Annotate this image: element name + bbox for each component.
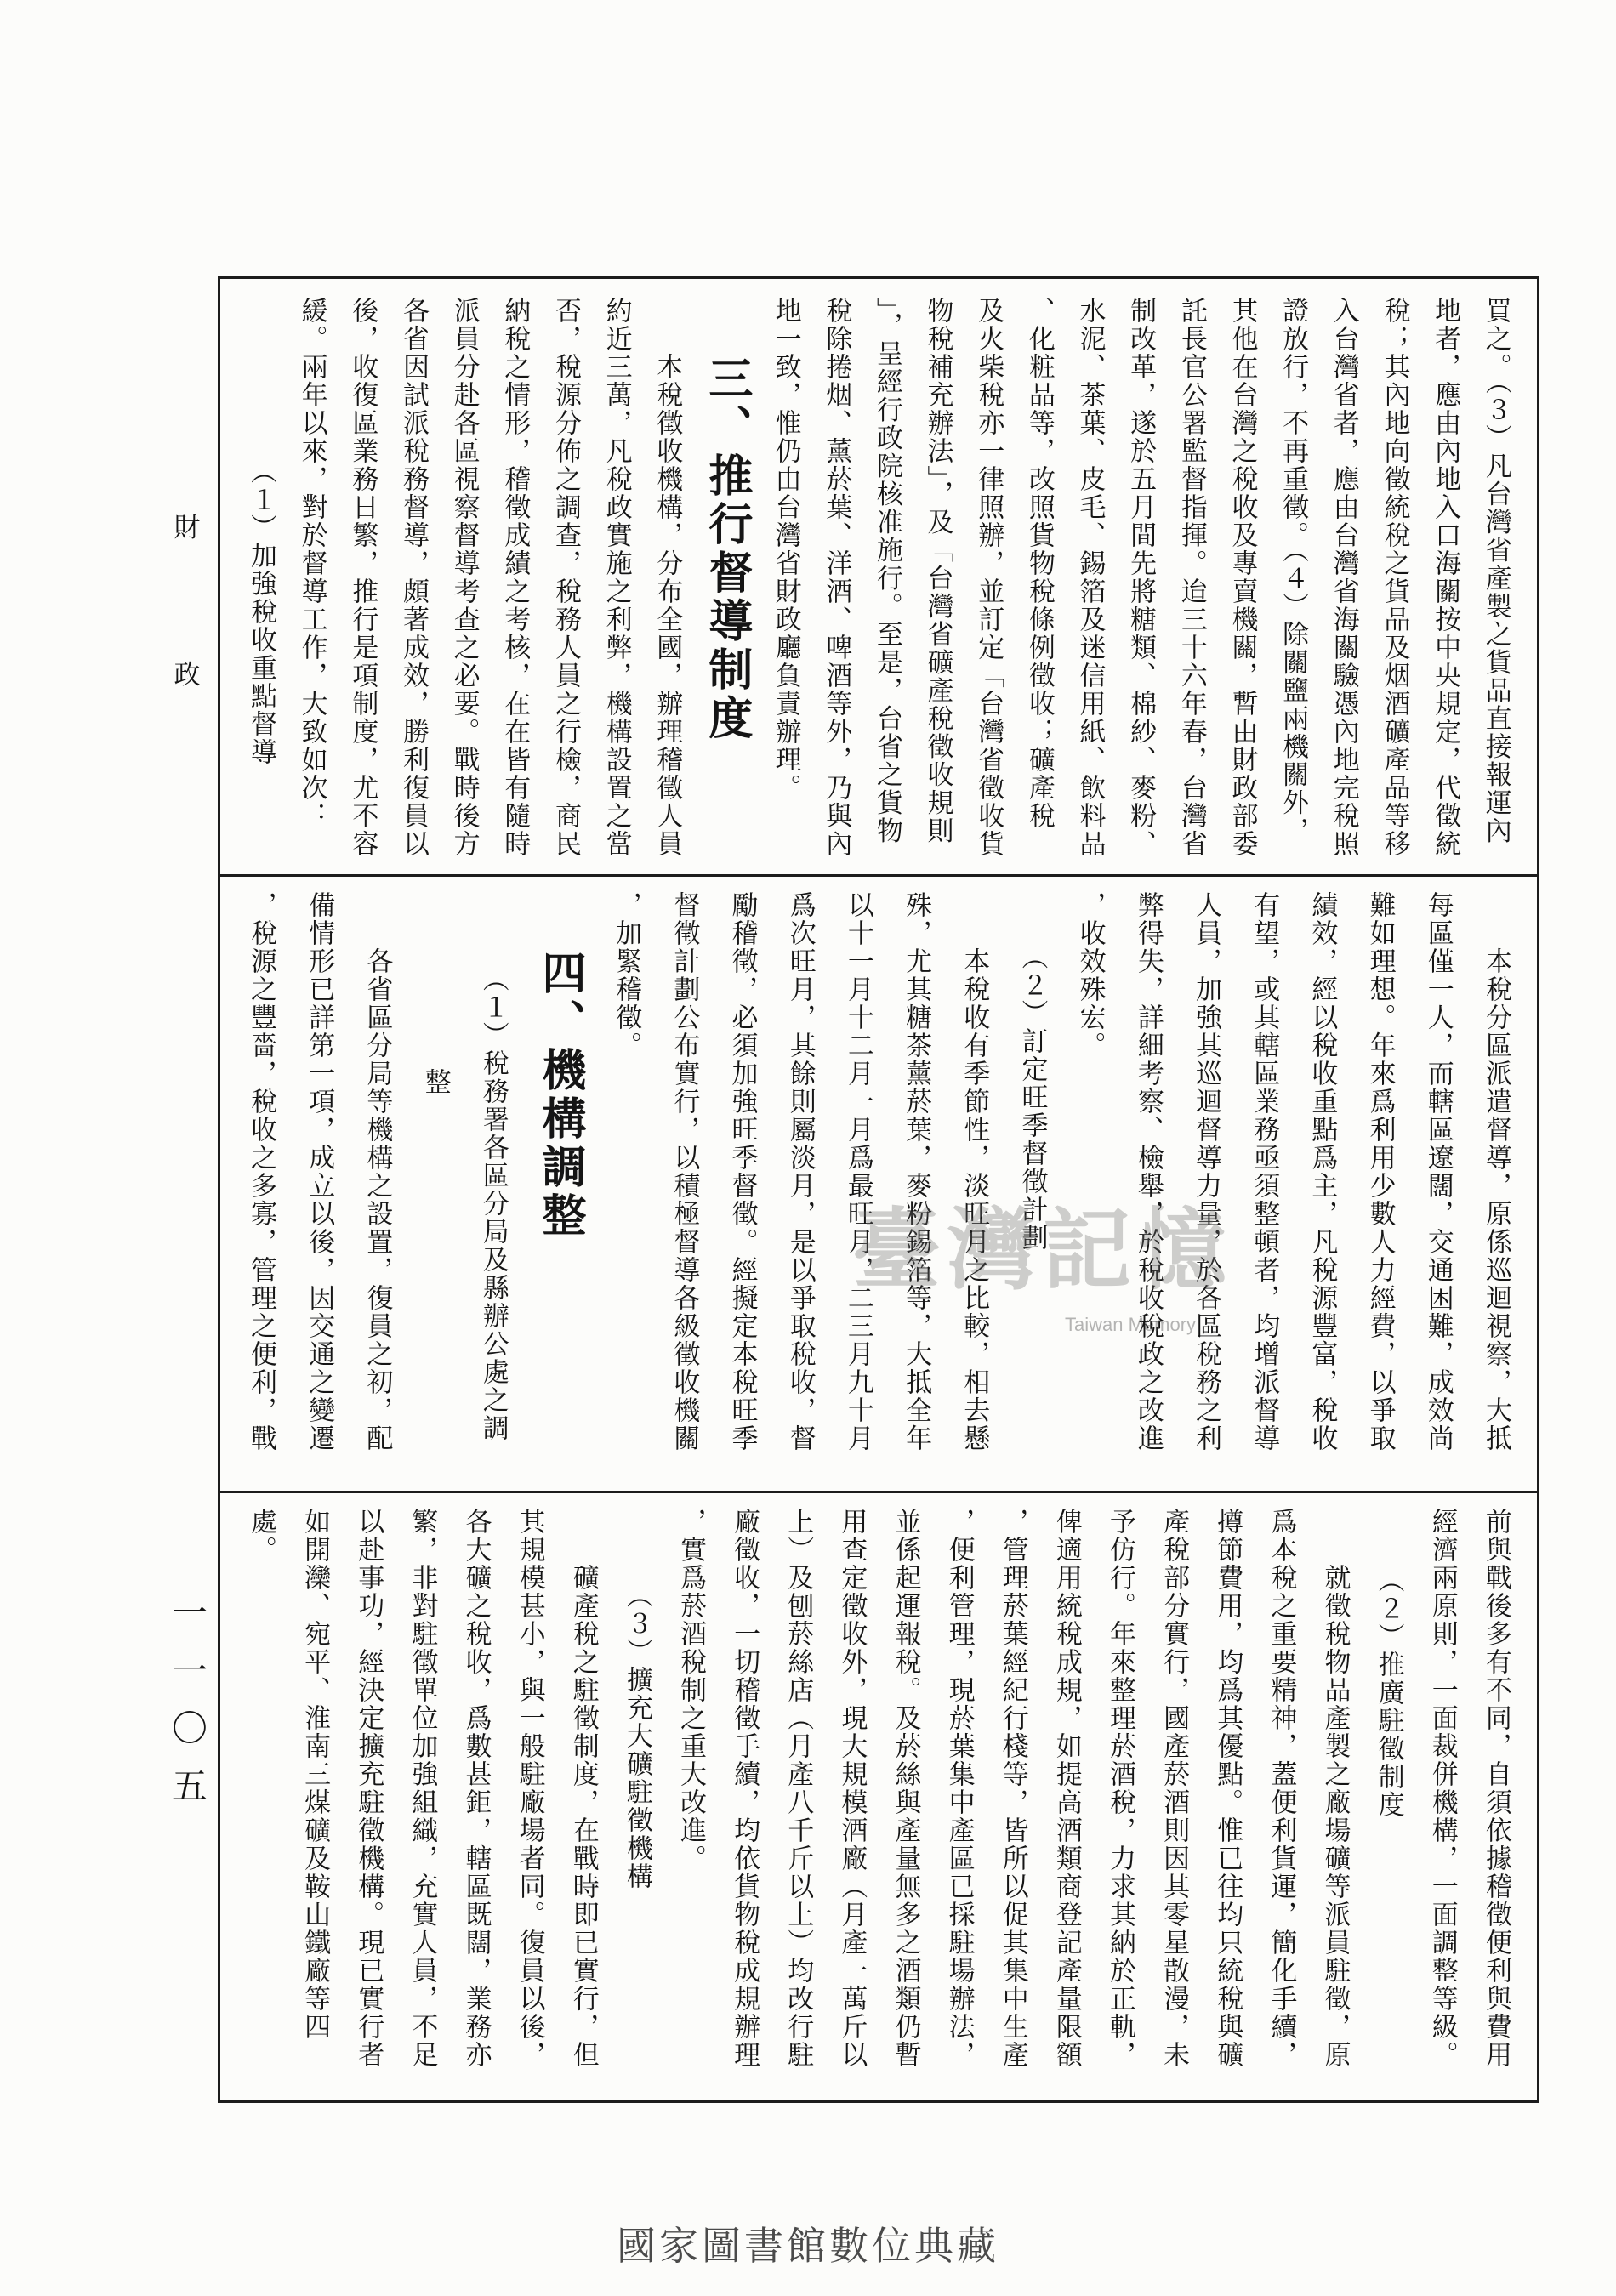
- text-column: 地一致，惟仍由台灣省財政廳負責辦理。: [770, 297, 801, 802]
- subsection-heading: （２）推廣駐徵制度: [1373, 1566, 1404, 1819]
- text-column: 派員分赴各區視察督導考查之必要。戰時後方: [448, 297, 480, 858]
- text-column: 入台灣省者，應由台灣省海關驗憑內地完稅照: [1328, 297, 1359, 858]
- text-column: ，稅源之豐嗇，稅收之多寡，管理之便利，戰: [246, 891, 276, 1452]
- bottom-panel: [220, 1493, 1537, 2100]
- text-column: ，收效殊宏。: [1074, 891, 1106, 1060]
- section-heading: 四、機構調整: [533, 950, 586, 1241]
- text-column: 緩。兩年以來，對於督導工作，大致如次：: [296, 297, 327, 830]
- running-head-char: 政: [174, 660, 201, 691]
- text-column: 產稅部分實行，國產菸酒則因其零星散漫，未: [1158, 1508, 1190, 2069]
- text-column: 後，收復區業務日繁，推行是項制度，尤不容: [347, 297, 378, 858]
- text-column: 就徵稅物品產製之廠場礦等派員駐徵，原: [1319, 1564, 1351, 2069]
- text-column: 本稅徵收機構，分布全國，辦理稽徵人員: [652, 353, 683, 858]
- text-column: ，加緊稽徵。: [611, 891, 642, 1060]
- text-column: 納稅之情形，稽徵成績之考核，在在皆有隨時: [499, 297, 531, 858]
- page-number: 一一〇五: [167, 1594, 208, 1825]
- text-column: 稅；其內地向徵統稅之貨品及烟酒礦產品等移: [1379, 297, 1410, 858]
- library-footer: 國家圖書館數位典藏: [617, 2223, 999, 2269]
- text-column: 上）及刨菸絲店（月產八千斤以上）均改行駐: [782, 1508, 814, 2069]
- text-column: 水泥、茶葉、皮毛、錫箔及迷信用紙、飲料品: [1074, 297, 1106, 858]
- text-column: 以十一月十二月一月爲最旺月，二三月九十月: [842, 891, 873, 1452]
- text-column: 前與戰後多有不同，自須依據稽徵便利與費用: [1480, 1508, 1511, 2069]
- text-column: 、化粧品等，改照貨物稅條例徵收；礦產稅: [1023, 297, 1055, 830]
- section-heading: 三、推行督導制度: [700, 355, 753, 743]
- text-column: 及火柴稅亦一律照辦，並訂定「台灣省徵收貨: [973, 297, 1004, 858]
- text-column: 本稅收有季節性，淡旺月之比較，相去懸: [959, 947, 990, 1452]
- text-column: 難如理想。年來爲利用少數人力經費，以爭取: [1364, 891, 1396, 1452]
- text-column: 處。: [246, 1508, 276, 1564]
- watermark-subtitle: Taiwan Memory: [1065, 1314, 1197, 1335]
- text-column: 並係起運報稅。及菸絲與產量無多之酒類仍暫: [890, 1508, 921, 2069]
- text-column: 其規模甚小，與一般駐廠場者同。復員以後，: [514, 1508, 545, 2069]
- text-column: 爲本稅之重要精神，蓋便利貨運，簡化手續，: [1266, 1508, 1297, 2069]
- text-column: 買之。（３）凡台灣省產製之貨品直接報運內: [1480, 297, 1511, 845]
- text-column: 物稅補充辦法」，及「台灣省礦產稅徵收規則: [922, 297, 953, 845]
- text-column: 證放行，不再重徵。（４）除關鹽兩機關外，: [1277, 297, 1309, 845]
- text-column: 礦產稅之駐徵制度，在戰時即已實行，但: [567, 1564, 599, 2069]
- page-frame: [218, 276, 1539, 2103]
- text-column: 人員，加強其巡迴督導力量，於各區稅務之利: [1191, 891, 1221, 1452]
- top-panel: [220, 279, 1537, 877]
- text-column: 弊得失，詳細考察、檢舉，於稅收稅政之改進: [1132, 891, 1164, 1452]
- text-column: 用查定徵收外，現大規模酒廠（月產一萬斤以: [836, 1508, 868, 2069]
- text-column: 如開灤、宛平、淮南三煤礦及鞍山鐵廠等四: [299, 1508, 331, 2041]
- text-column: 約近三萬，凡稅政實施之利弊，機構設置之當: [600, 297, 632, 858]
- running-head-char: 財: [174, 513, 201, 543]
- subsection-heading: （３）擴充大礦駐徵機構: [621, 1582, 652, 1890]
- text-column: ，實爲菸酒稅制之重大改進。: [675, 1508, 706, 1873]
- text-column: 有望，或其轄區業務亟須整頓者，均增派督導: [1249, 891, 1280, 1452]
- text-column: ，管理菸葉經紀行棧等，皆所以促其集中生產: [997, 1508, 1028, 2069]
- subsection-heading: （１）加強稅收重點督導: [246, 457, 276, 766]
- text-column: 殊，尤其糖茶薰菸葉，麥粉錫箔等，大抵全年: [901, 891, 932, 1452]
- text-column: 繁，非對駐徵單位加強組織，充實人員，不足: [407, 1508, 438, 2069]
- text-column: 予仿行。年來整理菸酒稅，力求其納於正軌，: [1105, 1508, 1135, 2069]
- subsection-heading: （１）稅務署各區分局及縣辦公處之調: [477, 965, 509, 1442]
- text-column: 地者，應由內地入口海關按中央規定，代徵統: [1430, 297, 1461, 858]
- text-column: 經濟兩原則，一面裁併機構，一面調整等級。: [1426, 1508, 1458, 2069]
- text-column: 」，呈經行政院核准施行。至是，台省之貨物: [871, 297, 902, 845]
- watermark-title: 臺灣記憶: [852, 1197, 1234, 1302]
- text-column: 各省區分局等機構之設置，復員之初，配: [361, 947, 393, 1452]
- text-column: 撙節費用，均爲其優點。惟已往均只統稅與礦: [1212, 1508, 1243, 2069]
- subsection-heading: 整: [419, 1068, 451, 1096]
- text-column: 各省因試派稅務督導，頗著成效，勝利復員以: [397, 297, 429, 858]
- text-column: 督徵計劃公布實行，以積極督導各級徵收機關: [669, 891, 700, 1452]
- text-column: ，便利管理，現菸葉集中產區已採駐場辦法，: [943, 1508, 975, 2069]
- text-column: 本稅分區派遣督導，原係巡迴視察，大抵: [1480, 947, 1511, 1452]
- text-column: 託長官公署監督指揮。迨三十六年春，台灣省: [1175, 297, 1207, 858]
- text-column: 每區僅一人，而轄區遼闊，交通困難，成效尚: [1422, 891, 1454, 1452]
- text-column: 績效，經以稅收重點爲主，凡稅源豐富，稅收: [1306, 891, 1338, 1452]
- text-column: 爲次旺月，其餘則屬淡月，是以爭取稅收，督: [784, 891, 816, 1452]
- text-column: 否，稅源分佈之調查，稅務人員之行檢，商民: [549, 297, 581, 858]
- text-column: 其他在台灣之稅收及專賣機關，暫由財政部委: [1226, 297, 1258, 858]
- text-column: 稅除捲烟、薰菸葉、洋酒、啤酒等外，乃與內: [821, 297, 852, 858]
- middle-panel: [220, 877, 1537, 1493]
- text-column: 以赴事功，經決定擴充駐徵機構。現已實行者: [353, 1508, 384, 2069]
- text-column: 俾適用統稅成規，如提高酒類商登記產量限額: [1050, 1508, 1082, 2069]
- text-column: 備情形已詳第一項，成立以後，因交通之變遷: [304, 891, 335, 1452]
- subsection-heading: （２）訂定旺季督徵計劃: [1016, 943, 1048, 1252]
- text-column: 勵稽徵，必須加強旺季督徵。經擬定本稅旺季: [726, 891, 758, 1452]
- text-column: 各大礦之稅收，爲數甚鉅，轄區既闊，業務亦: [460, 1508, 492, 2069]
- text-column: 制改革，遂於五月間先將糖類、棉紗、麥粉、: [1125, 297, 1157, 858]
- text-column: 廠徵收，一切稽徵手續，均依貨物稅成規辦理: [729, 1508, 760, 2069]
